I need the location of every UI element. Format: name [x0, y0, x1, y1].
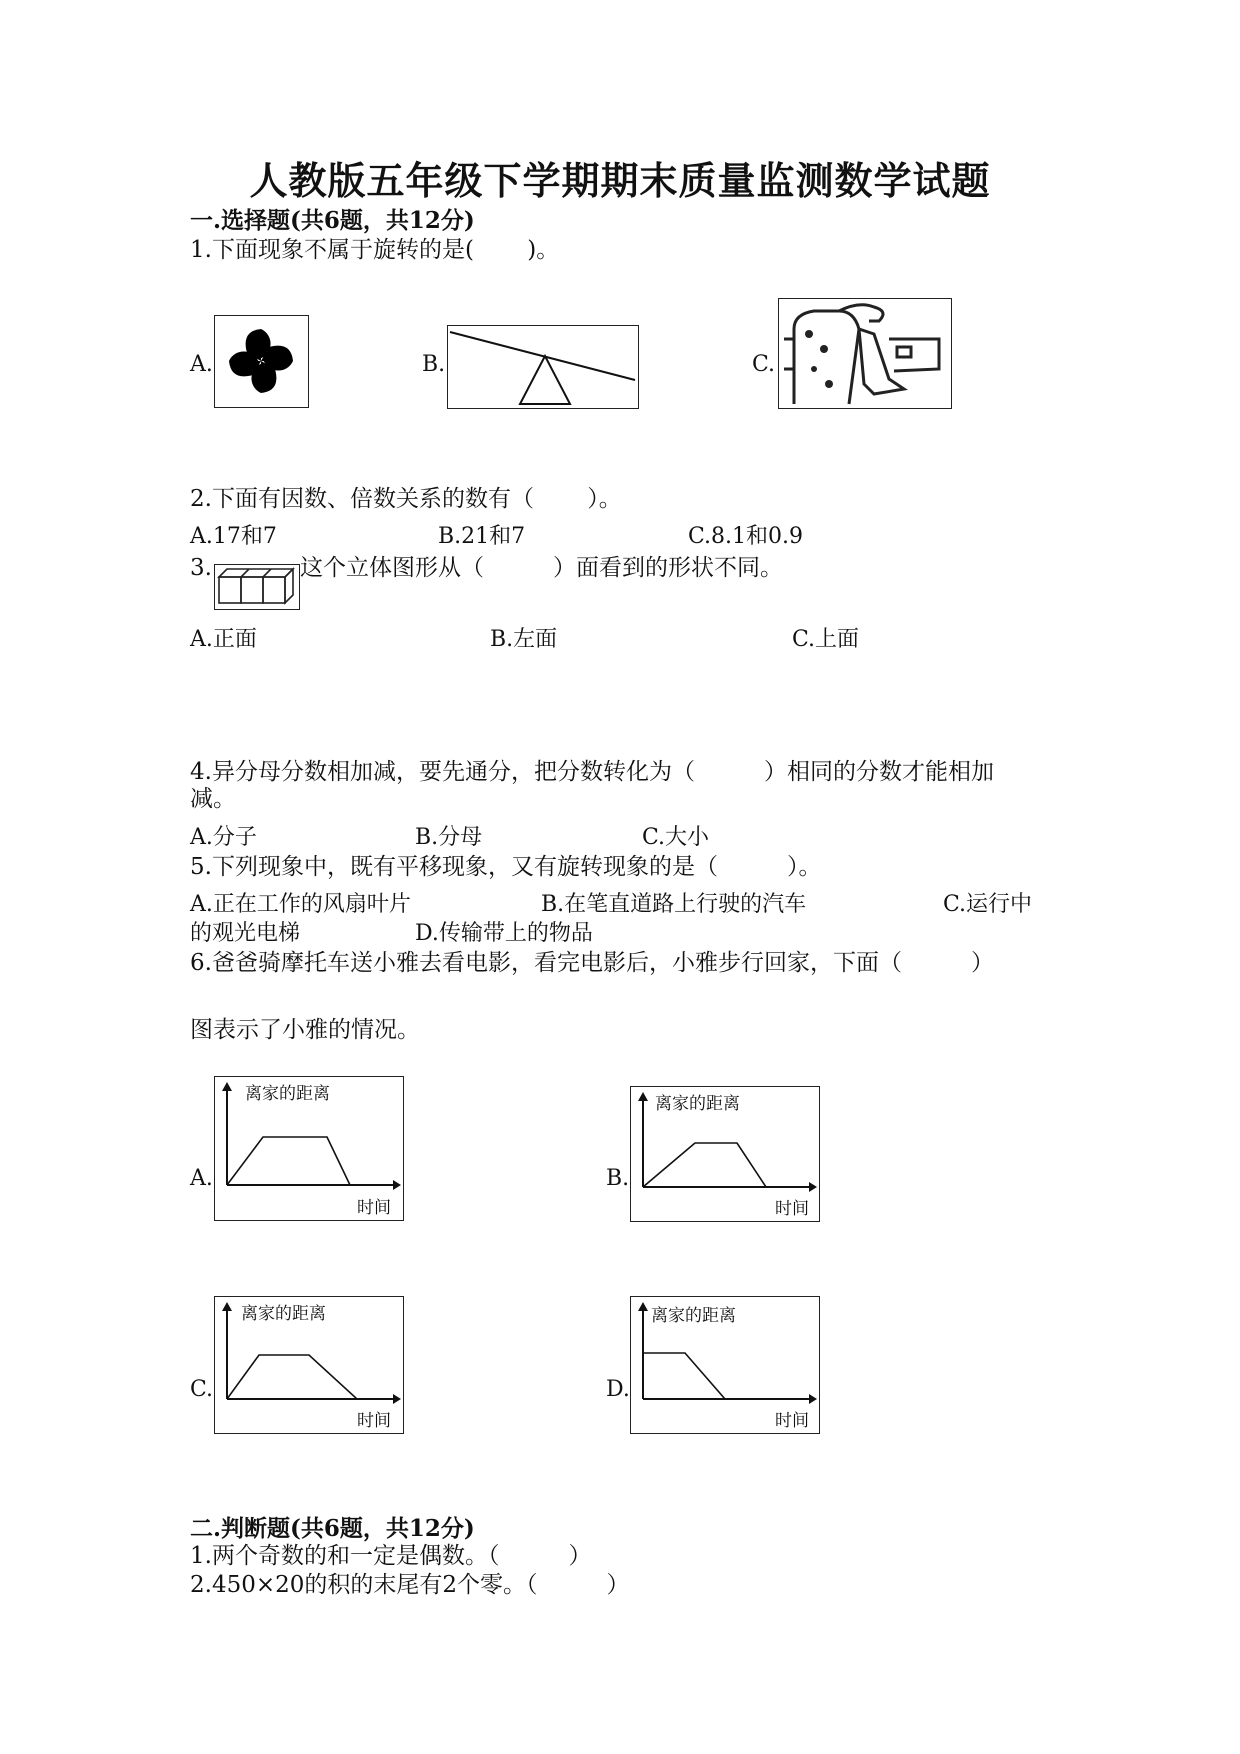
q6-graph-c-xlabel: 时间 [357, 1411, 391, 1431]
q6-graph-a [214, 1076, 404, 1221]
question-1-text: 1.下面现象不属于旋转的是( )。 [190, 237, 560, 263]
slide-icon [778, 298, 952, 409]
q3-option-b: B.左面 [490, 627, 558, 652]
q2-option-c: C.8.1和0.9 [688, 524, 804, 549]
q4-option-a: A.分子 [190, 825, 257, 850]
q3-option-a: A.正面 [190, 627, 257, 652]
q6-graph-a-xlabel: 时间 [357, 1198, 391, 1218]
q6-graph-a-label: A. [190, 1166, 213, 1191]
q6-graph-a-ylabel: 离家的距离 [245, 1084, 330, 1104]
pinwheel-icon [214, 315, 309, 408]
question-3-text: 这个立体图形从（ ）面看到的形状不同。 [300, 555, 783, 581]
q1-option-c-label: C. [752, 352, 776, 377]
q2-option-b: B.21和7 [438, 524, 526, 549]
q6-graph-d [630, 1296, 820, 1434]
cube-row-icon [214, 564, 300, 610]
q4-option-b: B.分母 [415, 825, 483, 850]
q6-graph-c-ylabel: 离家的距离 [241, 1304, 326, 1324]
q5-option-d: D.传输带上的物品 [415, 921, 593, 946]
q5-option-b: B.在笔直道路上行驶的汽车 [541, 892, 807, 917]
q6-graph-b-label: B. [606, 1166, 630, 1191]
q6-graph-b-xlabel: 时间 [775, 1199, 809, 1219]
question-6-text-line2: 图表示了小雅的情况。 [190, 1017, 420, 1043]
q6-graph-d-label: D. [606, 1377, 630, 1402]
q3-option-c: C.上面 [792, 627, 860, 652]
q6-graph-c [214, 1296, 404, 1434]
section-heading-judgment: 二.判断题(共6题，共12分) [190, 1515, 475, 1542]
q1-option-a-label: A. [190, 352, 213, 377]
section-heading-choice: 一.选择题(共6题，共12分) [190, 207, 475, 234]
question-4-text-line2: 减。 [190, 786, 236, 812]
judgment-question-2: 2.450×20的积的末尾有2个零。（ ） [190, 1572, 630, 1598]
q6-graph-c-label: C. [190, 1377, 214, 1402]
page-title: 人教版五年级下学期期末质量监测数学试题 [249, 158, 991, 203]
q2-option-a: A.17和7 [190, 524, 277, 549]
q5-option-a: A.正在工作的风扇叶片 [190, 892, 411, 917]
q4-option-c: C.大小 [642, 825, 710, 850]
q6-graph-d-xlabel: 时间 [775, 1411, 809, 1431]
q1-option-b-label: B. [422, 352, 446, 377]
q6-graph-d-ylabel: 离家的距离 [651, 1306, 736, 1326]
q6-graph-b-ylabel: 离家的距离 [655, 1094, 740, 1114]
question-6-text-line1: 6.爸爸骑摩托车送小雅去看电影，看完电影后，小雅步行回家，下面（ ） [190, 950, 994, 976]
question-4-text-line1: 4.异分母分数相加减，要先通分，把分数转化为（ ）相同的分数才能相加 [190, 759, 994, 785]
seesaw-icon [447, 325, 639, 409]
question-5-text: 5.下列现象中，既有平移现象，又有旋转现象的是（ ）。 [190, 854, 822, 880]
q5-option-c: C.运行中 [943, 892, 1033, 917]
question-3-prefix: 3. [190, 555, 212, 581]
judgment-question-1: 1.两个奇数的和一定是偶数。（ ） [190, 1543, 592, 1569]
q5-option-c-continued: 的观光电梯 [190, 921, 301, 946]
question-2-text: 2.下面有因数、倍数关系的数有（ ）。 [190, 486, 622, 512]
q6-graph-b [630, 1086, 820, 1222]
